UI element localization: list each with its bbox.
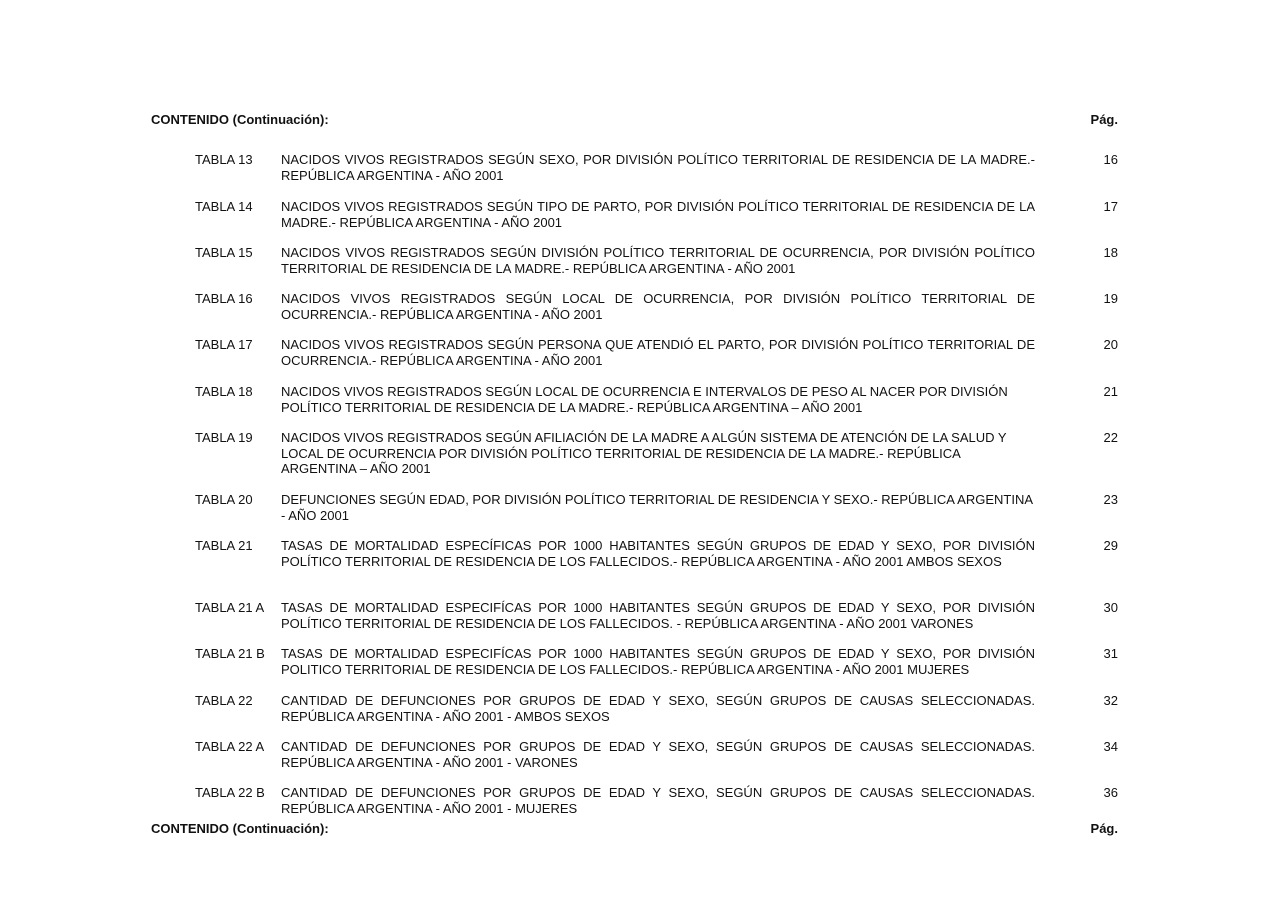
entry-description: NACIDOS VIVOS REGISTRADOS SEGÚN DIVISIÓN POLÍTICO TERRITORIAL DE OCURRENCIA, POR DIVISIÓN POLÍTICO TERRITORIAL DE RESIDENCIA DE LA MADRE.- REPÚBLICA ARGENTINA - AÑO 2001 <box>281 245 1035 276</box>
entry-label: TABLA 21 B <box>195 646 265 661</box>
contents-header-continuation <box>151 820 1118 838</box>
entry-description: CANTIDAD DE DEFUNCIONES POR GRUPOS DE EDAD Y SEXO, SEGÚN GRUPOS DE CAUSAS SELECCIONADAS. REPÚBLICA ARGENTINA - AÑO 2001 - VARONES <box>281 739 1035 770</box>
entry-page-number: 31 <box>1103 646 1118 661</box>
entry-description: NACIDOS VIVOS REGISTRADOS SEGÚN LOCAL DE OCURRENCIA E INTERVALOS DE PESO AL NACER POR DIVISIÓN POLÍTICO TERRITORIAL DE RESIDENCIA DE LA MADRE.- REPÚBLICA ARGENTINA – AÑO 2001 <box>281 384 1008 415</box>
entry-description: NACIDOS VIVOS REGISTRADOS SEGÚN TIPO DE PARTO, POR DIVISIÓN POLÍTICO TERRITORIAL DE RESIDENCIA DE LA MADRE.- REPÚBLICA ARGENTINA - AÑO 2001 <box>281 199 1035 230</box>
entry-label: TABLA 21 A <box>195 600 265 615</box>
entry-description: TASAS DE MORTALIDAD ESPECIFÍCAS POR 1000 HABITANTES SEGÚN GRUPOS DE EDAD Y SEXO, POR DIVISIÓN POLÍTICO TERRITORIAL DE RESIDENCIA DE LOS FALLECIDOS. - REPÚBLICA ARGENTINA - AÑO 2001 VARONES <box>281 600 1035 631</box>
entry-description: NACIDOS VIVOS REGISTRADOS SEGÚN PERSONA QUE ATENDIÓ EL PARTO, POR DIVISIÓN POLÍTICO TERRITORIAL DE OCURRENCIA.- REPÚBLICA ARGENTINA - AÑO 2001 <box>281 337 1035 368</box>
entry-page-number: 19 <box>1103 291 1118 306</box>
entry-page-number: 17 <box>1103 199 1118 214</box>
entry-label: TABLA 13 <box>195 152 253 167</box>
entry-description: DEFUNCIONES SEGÚN EDAD, POR DIVISIÓN POLÍTICO TERRITORIAL DE RESIDENCIA Y SEXO.- REPÚBLICA ARGENTINA - AÑO 2001 <box>281 492 1033 523</box>
entry-page-number: 16 <box>1103 152 1118 167</box>
entry-label: TABLA 14 <box>195 199 253 214</box>
entry-label: TABLA 20 <box>195 492 253 507</box>
entry-page-number: 36 <box>1103 785 1118 800</box>
contents-header <box>151 111 1118 129</box>
page-column-label: Pág. <box>1090 821 1118 836</box>
entry-page-number: 18 <box>1103 245 1118 260</box>
entry-label: TABLA 18 <box>195 384 253 399</box>
entry-page-number: 21 <box>1103 384 1118 399</box>
entry-label: TABLA 15 <box>195 245 253 260</box>
entry-page-number: 32 <box>1103 693 1118 708</box>
entry-description: TASAS DE MORTALIDAD ESPECÍFICAS POR 1000 HABITANTES SEGÚN GRUPOS DE EDAD Y SEXO, POR DIVISIÓN POLÍTICO TERRITORIAL DE RESIDENCIA DE LOS FALLECIDOS.- REPÚBLICA ARGENTINA - AÑO 2001 AMBOS SEXOS <box>281 538 1035 569</box>
contents-title: CONTENIDO (Continuación): <box>151 821 329 836</box>
entry-page-number: 34 <box>1103 739 1118 754</box>
entry-label: TABLA 22 A <box>195 739 265 754</box>
entry-page-number: 20 <box>1103 337 1118 352</box>
entry-description: TASAS DE MORTALIDAD ESPECIFÍCAS POR 1000 HABITANTES SEGÚN GRUPOS DE EDAD Y SEXO, POR DIVISIÓN POLITICO TERRITORIAL DE RESIDENCIA DE LOS FALLECIDOS.- REPÚBLICA ARGENTINA - AÑO 2001 MUJERES <box>281 646 1035 677</box>
entry-label: TABLA 19 <box>195 430 253 445</box>
entry-description: NACIDOS VIVOS REGISTRADOS SEGÚN AFILIACIÓN DE LA MADRE A ALGÚN SISTEMA DE ATENCIÓN DE LA SALUD Y LOCAL DE OCURRENCIA POR DIVISIÓN POLÍTICO TERRITORIAL DE RESIDENCIA DE LA MADRE.- REPÚBLICA ARGENTINA – AÑO 2001 <box>281 430 1007 477</box>
page-column-label: Pág. <box>1090 112 1118 127</box>
entry-page-number: 23 <box>1103 492 1118 507</box>
entry-label: TABLA 16 <box>195 291 253 306</box>
entry-description: CANTIDAD DE DEFUNCIONES POR GRUPOS DE EDAD Y SEXO, SEGÚN GRUPOS DE CAUSAS SELECCIONADAS. REPÚBLICA ARGENTINA - AÑO 2001 - AMBOS SEXOS <box>281 693 1035 724</box>
entry-label: TABLA 22 B <box>195 785 265 800</box>
contents-title: CONTENIDO (Continuación): <box>151 112 329 127</box>
entry-page-number: 29 <box>1103 538 1118 553</box>
entry-description: CANTIDAD DE DEFUNCIONES POR GRUPOS DE EDAD Y SEXO, SEGÚN GRUPOS DE CAUSAS SELECCIONADAS. REPÚBLICA ARGENTINA - AÑO 2001 - MUJERES <box>281 785 1035 816</box>
entry-page-number: 22 <box>1103 430 1118 445</box>
entry-description: NACIDOS VIVOS REGISTRADOS SEGÚN SEXO, POR DIVISIÓN POLÍTICO TERRITORIAL DE RESIDENCIA DE LA MADRE.- REPÚBLICA ARGENTINA - AÑO 2001 <box>281 152 1035 183</box>
entry-label: TABLA 17 <box>195 337 253 352</box>
entry-label: TABLA 22 <box>195 693 253 708</box>
entry-description: NACIDOS VIVOS REGISTRADOS SEGÚN LOCAL DE OCURRENCIA, POR DIVISIÓN POLÍTICO TERRITORIAL DE OCURRENCIA.- REPÚBLICA ARGENTINA - AÑO 2001 <box>281 291 1035 322</box>
entry-label: TABLA 21 <box>195 538 253 553</box>
entry-page-number: 30 <box>1103 600 1118 615</box>
